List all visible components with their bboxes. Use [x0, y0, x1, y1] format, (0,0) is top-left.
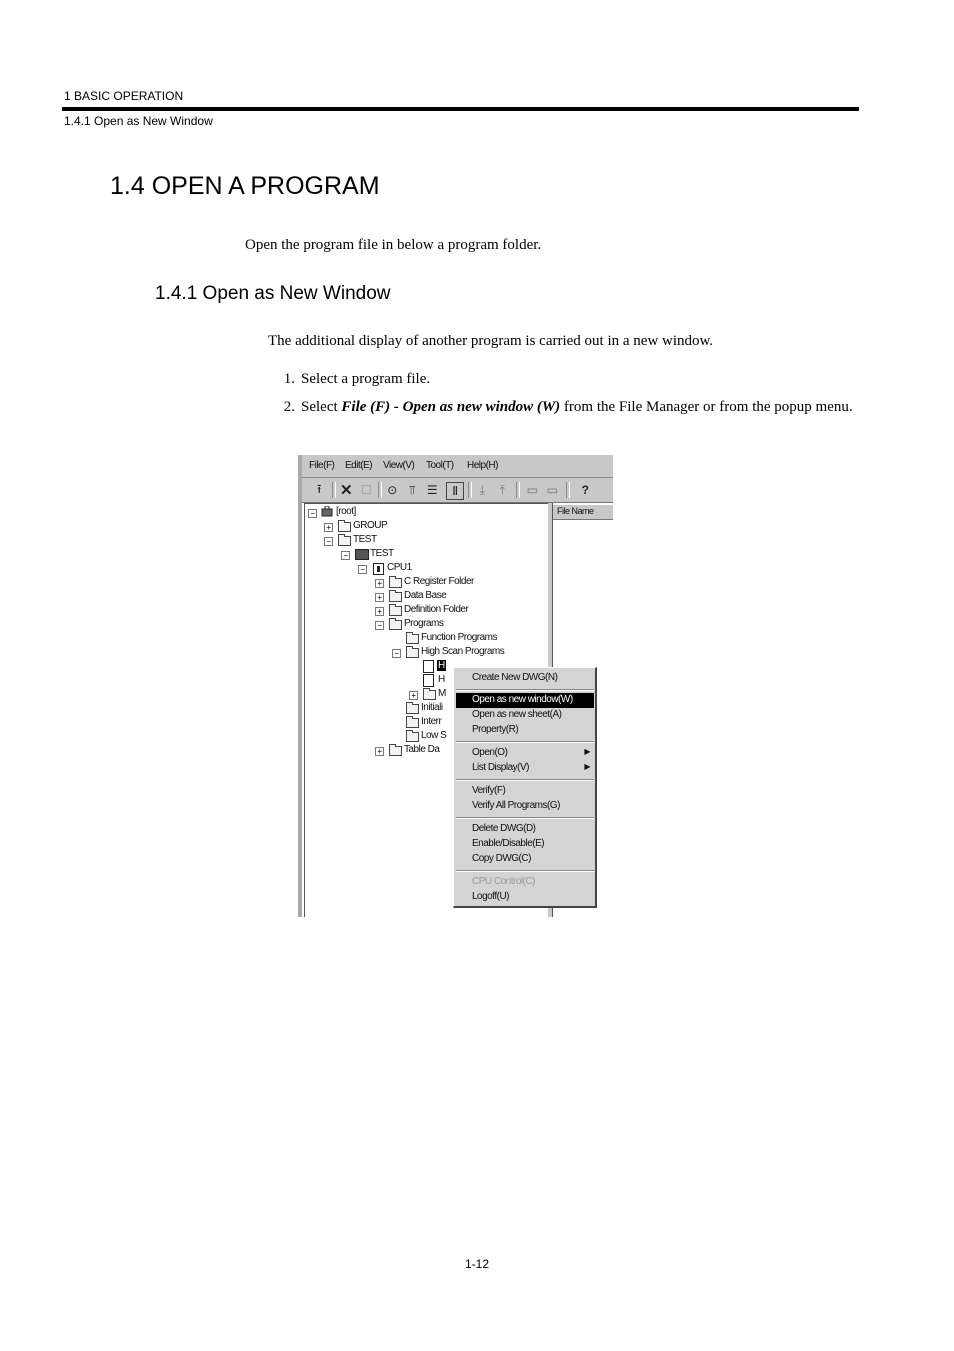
- menu-separator: [456, 689, 594, 691]
- download-icon[interactable]: ⤓: [479, 482, 485, 497]
- tree-label: H: [438, 674, 445, 685]
- menu-item-property[interactable]: [456, 723, 594, 738]
- menu-item-open-as-new-window[interactable]: [456, 693, 594, 708]
- menu-item-logoff[interactable]: [456, 890, 594, 905]
- expand-icon[interactable]: +: [409, 691, 418, 700]
- menu-item-label: Property(R): [472, 724, 519, 735]
- step-text-before: Select: [301, 399, 342, 415]
- upload-icon[interactable]: ⤒: [499, 482, 505, 497]
- step-2: [268, 395, 859, 419]
- menu-item-create-new-dwg[interactable]: [456, 671, 594, 686]
- menu-item-copy-dwg[interactable]: [456, 852, 594, 867]
- collapse-icon[interactable]: −: [341, 551, 350, 560]
- properties-icon[interactable]: ☐: [360, 483, 372, 497]
- tree-label: Interr: [421, 716, 442, 727]
- menu-tool[interactable]: Tool(T): [426, 460, 454, 471]
- tree-label: Definition Folder: [404, 604, 469, 615]
- page-number: 1-12: [464, 1257, 490, 1271]
- toolbar-separator: [468, 482, 472, 498]
- tree-label: Function Programs: [421, 632, 497, 643]
- toolbar-separator: [378, 482, 382, 498]
- column-header-label: File Name: [557, 506, 594, 516]
- toolbar-separator: [332, 482, 336, 498]
- tree-label: C Register Folder: [404, 576, 474, 587]
- folder-icon: [406, 648, 419, 658]
- folder-icon: [406, 718, 419, 728]
- menu-help[interactable]: Help(H): [467, 460, 498, 471]
- program-file-icon: [423, 674, 434, 687]
- window-left-border: [298, 455, 302, 917]
- menu-item-label: Verify(F): [472, 785, 506, 796]
- running-header-chapter: 1 BASIC OPERATION: [64, 89, 184, 103]
- menu-file[interactable]: File(F): [309, 460, 335, 471]
- menu-item-label: Verify All Programs(G): [472, 800, 560, 811]
- menu-item-label: CPU Control(C): [472, 876, 536, 887]
- toolbar-separator: [516, 482, 520, 498]
- context-menu: [453, 667, 597, 908]
- tree-label: Data Base: [404, 590, 447, 601]
- submenu-arrow-icon: ▶: [584, 762, 590, 771]
- grid-icon[interactable]: Ⅱ: [446, 482, 464, 500]
- menu-separator: [456, 779, 594, 781]
- running-header-section: 1.4.1 Open as New Window: [64, 114, 213, 128]
- step-1: [268, 367, 859, 391]
- folder-icon: [338, 536, 351, 546]
- menu-item-label: Enable/Disable(E): [472, 838, 545, 849]
- controller-icon: [355, 549, 369, 560]
- tree-label: Low S: [421, 730, 447, 741]
- tree-label: H: [438, 660, 445, 671]
- folder-icon: [389, 592, 402, 602]
- menu-item-label: Delete DWG(D): [472, 823, 536, 834]
- program-file-icon: [423, 660, 434, 673]
- collapse-icon[interactable]: −: [358, 565, 367, 574]
- collapse-icon[interactable]: −: [392, 649, 401, 658]
- menu-separator: [456, 817, 594, 819]
- collapse-icon[interactable]: −: [324, 537, 333, 546]
- collapse-icon[interactable]: −: [375, 621, 384, 630]
- tree-label: [root]: [336, 506, 356, 517]
- tree-icon[interactable]: ⫪: [408, 482, 416, 497]
- delete-icon[interactable]: ✕: [339, 482, 353, 499]
- menu-view[interactable]: View(V): [383, 460, 415, 471]
- minus-icon[interactable]: ▭: [526, 483, 538, 497]
- folder-icon: [406, 704, 419, 714]
- tree-label: Programs: [404, 618, 444, 629]
- menu-item-delete-dwg[interactable]: [456, 822, 594, 837]
- menu-item-label: List Display(V): [472, 762, 529, 773]
- menu-item-label: Create New DWG(N): [472, 672, 558, 683]
- tree-label: CPU1: [387, 562, 412, 573]
- menu-item-label: Logoff(U): [472, 891, 510, 902]
- expand-icon[interactable]: +: [375, 579, 384, 588]
- menu-item-verify-all[interactable]: [456, 799, 594, 814]
- folder-up-icon[interactable]: ⭱: [317, 481, 321, 496]
- tree-label: Table Da: [404, 744, 440, 755]
- expand-icon[interactable]: +: [324, 523, 333, 532]
- tree-label: GROUP: [353, 520, 388, 531]
- step-text: Select a program file.: [301, 371, 431, 387]
- folder-icon: [389, 606, 402, 616]
- file-manager-screenshot: [298, 455, 613, 917]
- submenu-arrow-icon: ▶: [584, 747, 590, 756]
- folder-icon: [389, 620, 402, 630]
- menu-separator: [456, 870, 594, 872]
- header-rule: [62, 107, 859, 111]
- step-list: [268, 367, 859, 419]
- folder-icon: [338, 522, 351, 532]
- folder-icon: [389, 746, 402, 756]
- heading-1: 1.4 OPEN A PROGRAM: [110, 172, 380, 200]
- search-icon[interactable]: ⊙: [387, 483, 397, 497]
- menu-item-label: Open as new sheet(A): [472, 709, 562, 720]
- tree-label: TEST: [370, 548, 394, 559]
- menu-item-label: Open(O): [472, 747, 508, 758]
- menu-item-label: Open as new window(W): [472, 694, 573, 705]
- menubar: [302, 455, 613, 478]
- step-emphasis: File (F) - Open as new window (W): [341, 399, 561, 415]
- menu-item-open[interactable]: [456, 746, 594, 761]
- expand-icon[interactable]: +: [375, 593, 384, 602]
- toolbar: [302, 478, 613, 503]
- heading-2: 1.4.1 Open as New Window: [155, 283, 391, 304]
- collapse-icon[interactable]: −: [308, 509, 317, 518]
- menu-separator: [456, 741, 594, 743]
- tree-label: Initiali: [421, 702, 443, 713]
- folder-icon: [406, 634, 419, 644]
- menu-item-enable-disable[interactable]: [456, 837, 594, 852]
- menu-edit[interactable]: Edit(E): [345, 460, 373, 471]
- column-header-file-name[interactable]: [553, 505, 613, 520]
- body-paragraph: The additional display of another program is carried out in a new window.: [268, 333, 714, 349]
- list-icon[interactable]: ☰: [426, 483, 438, 497]
- toolbar-separator: [566, 482, 570, 498]
- step-text-after: from the File Manager or from the popup menu.: [560, 399, 853, 415]
- menu-item-list-display[interactable]: [456, 761, 594, 776]
- help-icon[interactable]: ?: [581, 483, 589, 497]
- step-text: [295, 395, 859, 419]
- folder-icon: [406, 732, 419, 742]
- menu-item-label: Copy DWG(C): [472, 853, 531, 864]
- intro-paragraph: Open the program file in below a program folder.: [245, 237, 542, 253]
- menu-item-cpu-control[interactable]: [456, 875, 594, 890]
- step-number: 1.: [283, 371, 295, 387]
- folder-icon: [389, 578, 402, 588]
- expand-icon[interactable]: +: [375, 607, 384, 616]
- step-number: 2.: [283, 399, 295, 415]
- cpu-icon: [373, 563, 384, 575]
- menu-item-verify[interactable]: [456, 784, 594, 799]
- minus-icon[interactable]: ▭: [546, 483, 558, 497]
- tree-label: TEST: [353, 534, 377, 545]
- folder-icon: [423, 690, 436, 700]
- menu-item-open-as-new-sheet[interactable]: [456, 708, 594, 723]
- expand-icon[interactable]: +: [375, 747, 384, 756]
- network-icon: [321, 506, 333, 517]
- tree-label: M: [438, 688, 446, 699]
- tree-label: High Scan Programs: [421, 646, 505, 657]
